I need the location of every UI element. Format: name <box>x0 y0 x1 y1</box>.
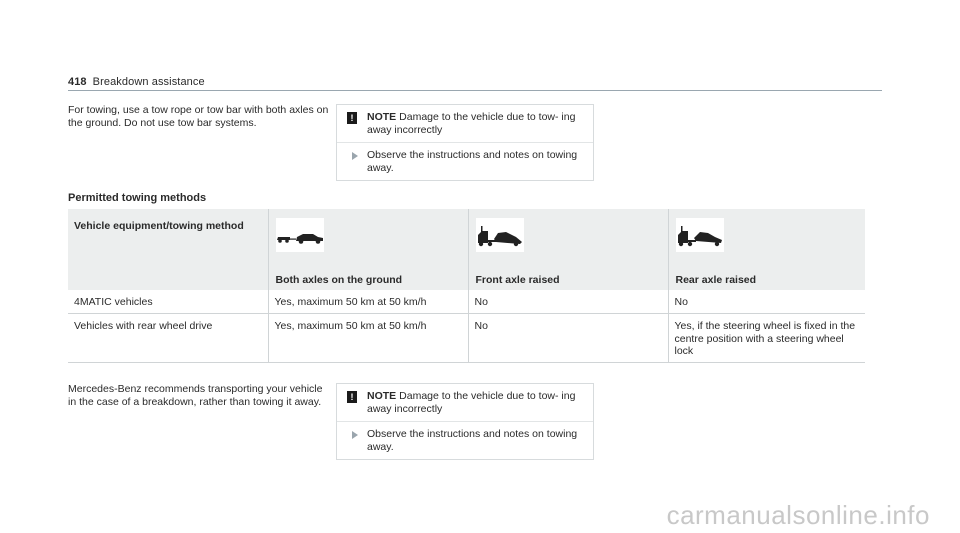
table-cell: No <box>668 290 865 314</box>
note-instruction-text: Observe the instructions and notes on towing away. <box>367 149 578 174</box>
note-instruction <box>337 422 593 459</box>
warning-icon: ! <box>347 112 357 124</box>
note-warning <box>337 384 593 422</box>
table-header-row <box>68 209 865 290</box>
watermark-text[interactable]: carmanualsonline.info <box>666 500 930 530</box>
intro-paragraph: For towing, use a tow rope or tow bar with both axles on the ground. Do not use tow bar systems. <box>68 104 329 129</box>
note-title: NOTE <box>367 390 397 402</box>
note-instruction-text: Observe the instructions and notes on towing away. <box>367 428 578 453</box>
table-header-cell <box>68 209 268 290</box>
section-name: Breakdown assistance <box>92 76 205 88</box>
table-header-cell <box>268 209 468 290</box>
rear-axle-raised-tow-icon <box>676 218 724 252</box>
table-cell: No <box>468 314 668 363</box>
arrow-right-icon <box>352 431 358 439</box>
table-row <box>68 314 865 363</box>
table-cell: Vehicles with rear wheel drive <box>68 314 268 363</box>
header-label: Rear axle raised <box>675 274 757 286</box>
table-row <box>68 290 865 314</box>
page-header <box>68 76 205 88</box>
note-instruction <box>337 143 593 180</box>
arrow-right-icon <box>352 152 358 160</box>
table-cell: Yes, maximum 50 km at 50 km/h <box>268 314 468 363</box>
table-cell: 4MATIC vehicles <box>68 290 268 314</box>
note-text: Damage to the vehicle due to tow- ing away incorrectly <box>367 390 576 415</box>
table-header-cell <box>468 209 668 290</box>
header-divider <box>68 90 882 91</box>
recommendation-paragraph: Mercedes-Benz recommends transporting your vehicle in the case of a breakdown, rather than towing it away. <box>68 383 323 408</box>
car-towed-on-ground-icon <box>276 218 324 252</box>
header-label: Both axles on the ground <box>275 274 403 286</box>
note-box <box>336 383 594 460</box>
header-label: Vehicle equipment/towing method <box>74 220 244 232</box>
table-header-cell <box>668 209 865 290</box>
header-label: Front axle raised <box>475 274 560 286</box>
note-warning <box>337 105 593 143</box>
note-text: Damage to the vehicle due to tow- ing away incorrectly <box>367 111 576 136</box>
section-title: Permitted towing methods <box>68 192 207 204</box>
table-cell: Yes, maximum 50 km at 50 km/h <box>268 290 468 314</box>
table-cell: Yes, if the steering wheel is fixed in the centre position with a steering wheel lock <box>668 314 865 363</box>
page-number: 418 <box>68 76 87 88</box>
towing-methods-table <box>68 209 865 363</box>
note-box <box>336 104 594 181</box>
table-cell: No <box>468 290 668 314</box>
note-title: NOTE <box>367 111 397 123</box>
front-axle-raised-tow-icon <box>476 218 524 252</box>
warning-icon: ! <box>347 391 357 403</box>
